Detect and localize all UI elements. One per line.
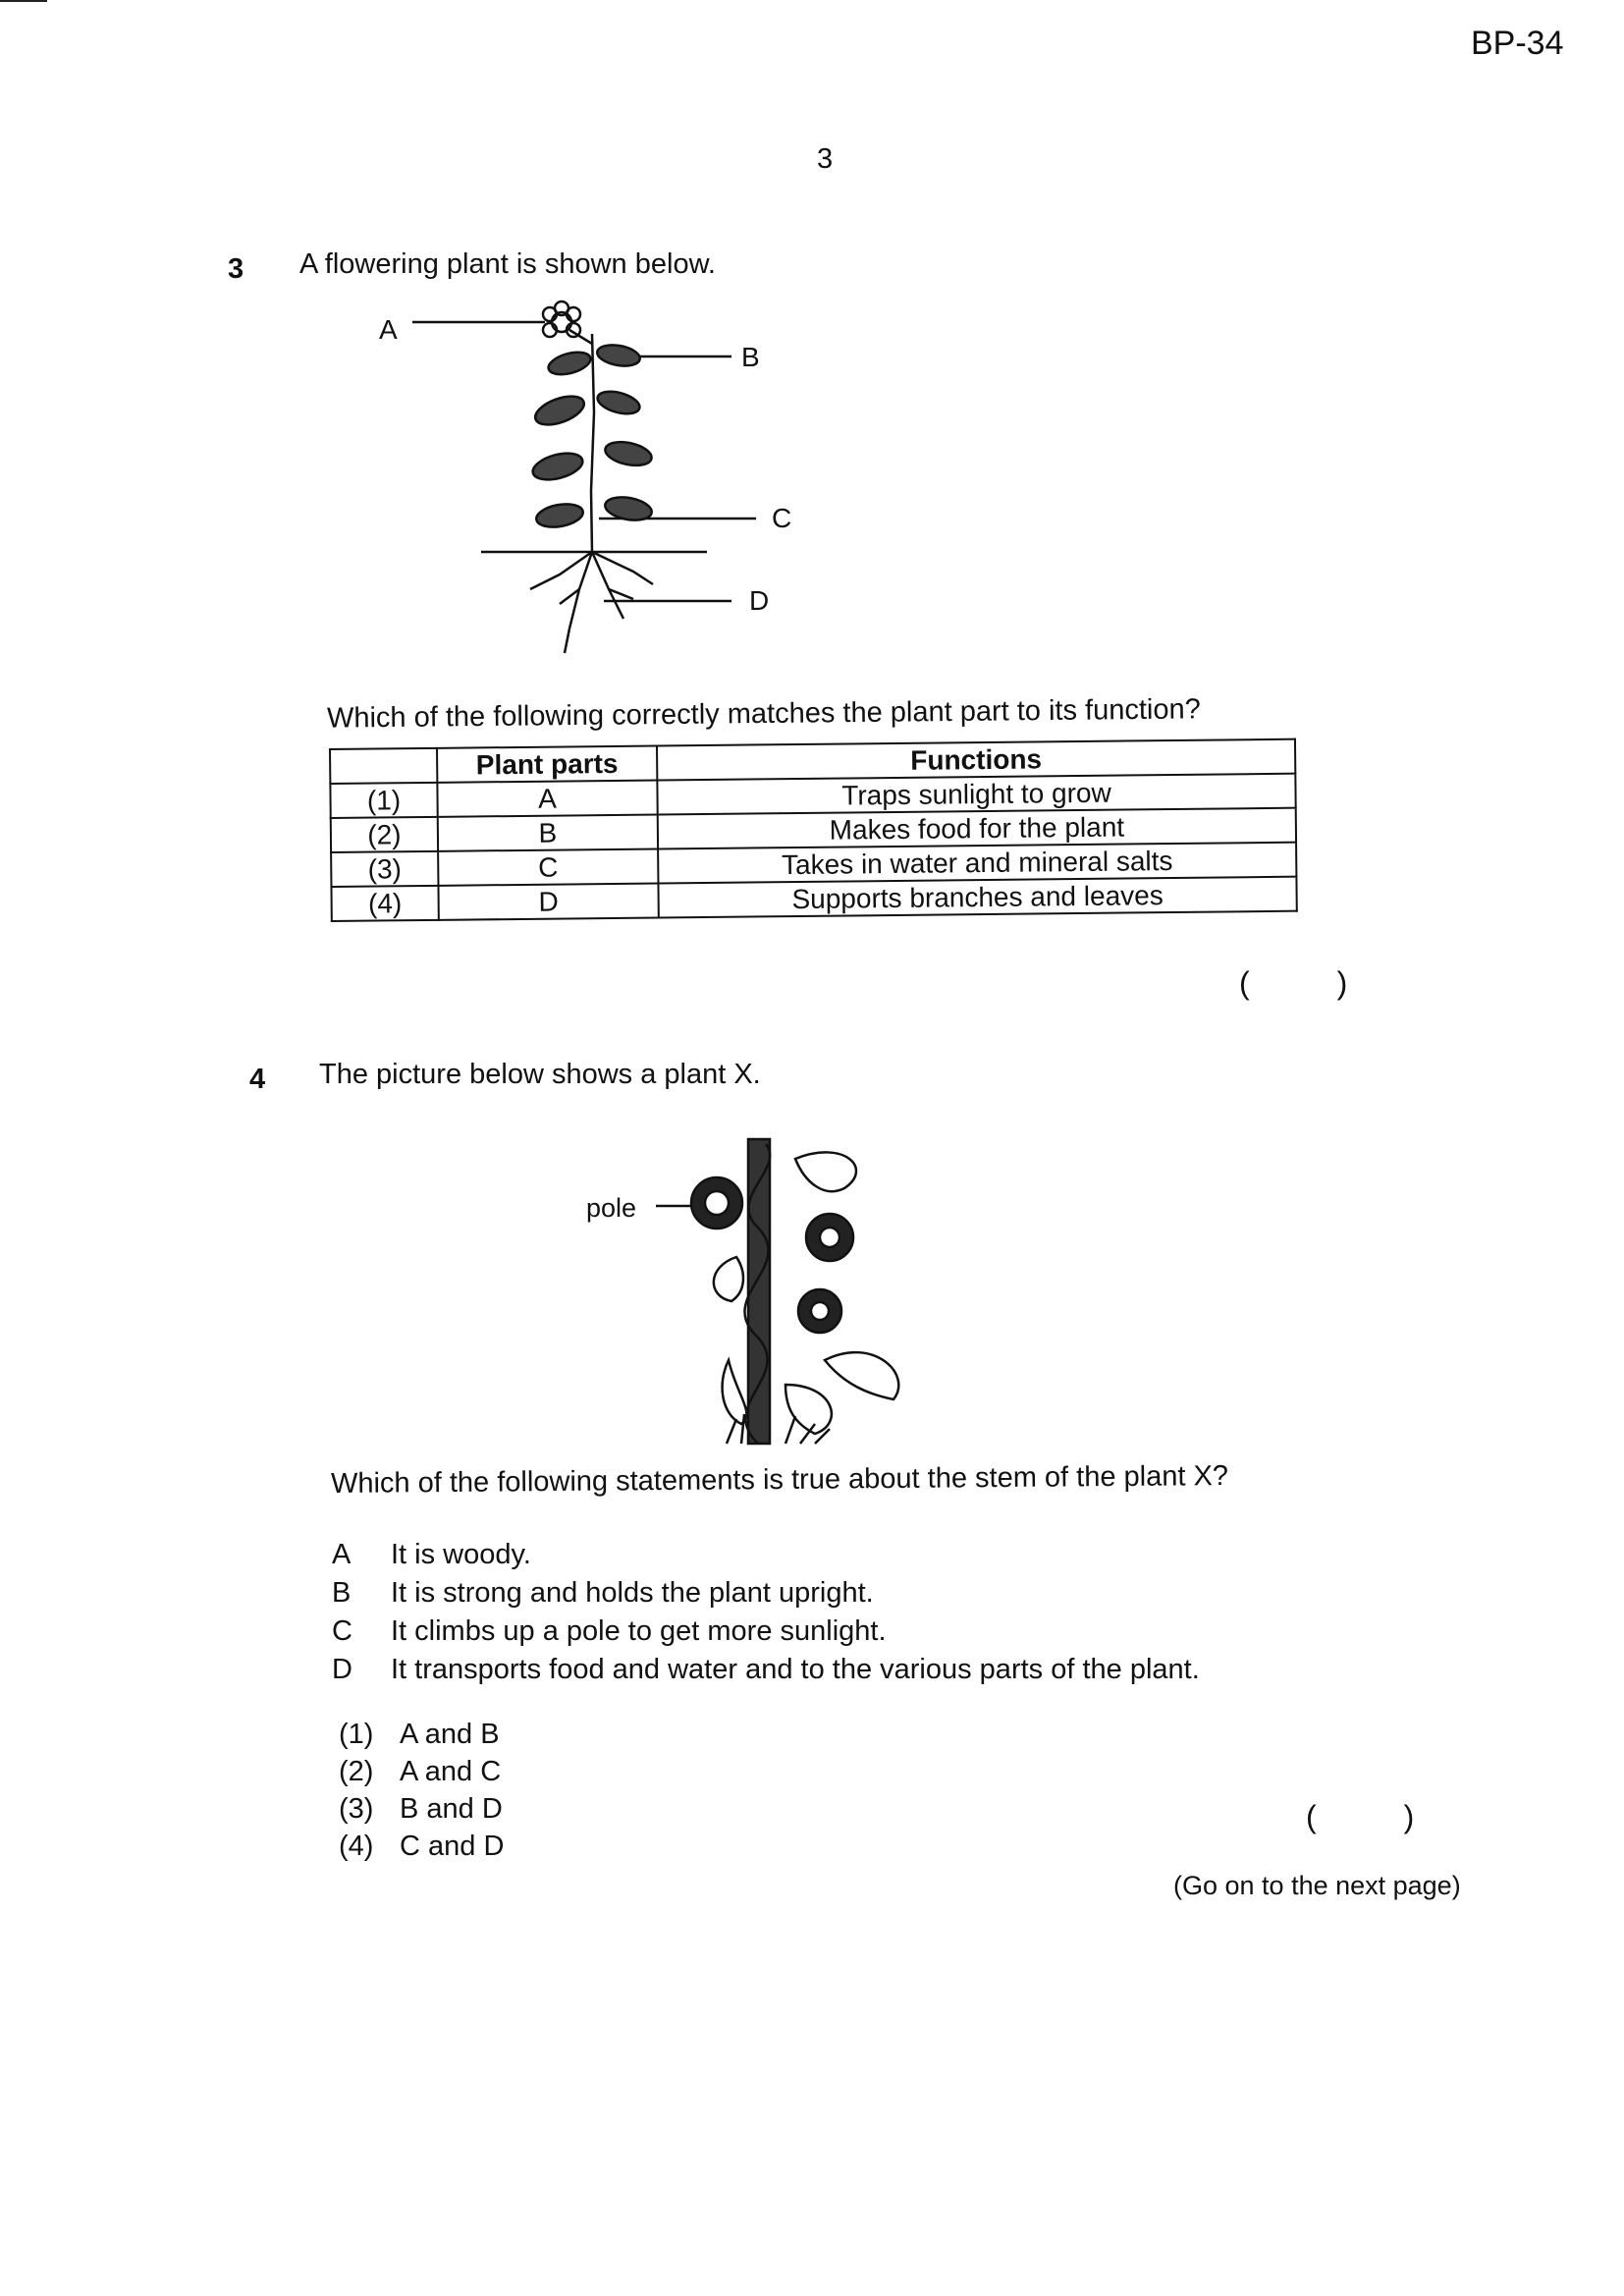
table-cell: Makes food for the plant (658, 808, 1296, 849)
option-key: (1) (339, 1719, 374, 1750)
table-cell: (2) (331, 817, 438, 852)
list-item (339, 1717, 504, 1752)
statement-text: It transports food and water and to the various parts of the plant. (391, 1654, 1200, 1685)
q4-answer-blank[interactable]: ( ) (1306, 1799, 1415, 1834)
next-page-note: (Go on to the next page) (1173, 1871, 1461, 1900)
table-header-cell (330, 748, 437, 784)
table-cell: Takes in water and mineral salts (658, 843, 1296, 884)
q3-stem: A flowering plant is shown below. (299, 248, 716, 280)
flowering-plant-illustration (412, 295, 756, 668)
table-cell: D (438, 883, 658, 919)
statement-text: It is strong and holds the plant upright. (391, 1577, 874, 1609)
list-item (332, 1652, 1200, 1688)
q4-number: 4 (249, 1064, 266, 1095)
q4-statement-list (332, 1537, 1200, 1690)
list-item (332, 1575, 1200, 1612)
table-cell: B (438, 814, 658, 850)
option-text: A and C (400, 1756, 502, 1787)
statement-key: C (332, 1615, 352, 1647)
statement-key: B (332, 1577, 352, 1609)
paper-code: BP-34 (1471, 25, 1564, 62)
q4-pole-label: pole (586, 1193, 637, 1223)
table-cell: (3) (331, 851, 438, 887)
q3-label-a: A (379, 314, 398, 345)
table-cell: (1) (330, 783, 437, 818)
table-header-cell: Plant parts (437, 746, 657, 783)
statement-text: It is woody. (391, 1539, 531, 1570)
q3-number: 3 (228, 253, 244, 285)
list-item (339, 1754, 504, 1789)
q3-options-table (329, 738, 1298, 922)
list-item (339, 1791, 504, 1827)
corner-mark (0, 0, 47, 2)
statement-key: D (332, 1654, 352, 1685)
statement-key: A (332, 1539, 352, 1570)
climbing-plant-illustration (648, 1129, 933, 1453)
table-header-cell: Functions (657, 739, 1295, 781)
q4-prompt: Which of the following statements is true about the stem of the plant X? (330, 1460, 1229, 1500)
list-item (332, 1613, 1200, 1650)
q4-stem: The picture below shows a plant X. (319, 1059, 761, 1090)
q3-prompt: Which of the following correctly matches the plant part to its function? (326, 693, 1201, 735)
list-item (332, 1537, 1200, 1573)
table-cell: Traps sunlight to grow (657, 774, 1295, 815)
option-key: (4) (339, 1831, 374, 1862)
option-key: (3) (339, 1793, 374, 1825)
option-key: (2) (339, 1756, 374, 1787)
q3-label-c: C (772, 503, 792, 533)
list-item (339, 1829, 504, 1864)
option-text: C and D (400, 1831, 505, 1862)
table-cell: A (437, 781, 657, 817)
table-cell: C (438, 848, 658, 885)
table-cell: (4) (331, 886, 438, 921)
q4-option-list (339, 1717, 504, 1866)
q3-label-b: B (741, 342, 760, 372)
statement-text: It climbs up a pole to get more sunlight. (391, 1615, 887, 1647)
option-text: A and B (400, 1719, 500, 1750)
q3-label-d: D (749, 585, 770, 616)
page-number: 3 (817, 143, 834, 175)
table-cell: Supports branches and leaves (658, 877, 1296, 918)
option-text: B and D (400, 1793, 503, 1825)
q3-answer-blank[interactable]: ( ) (1239, 965, 1348, 1001)
